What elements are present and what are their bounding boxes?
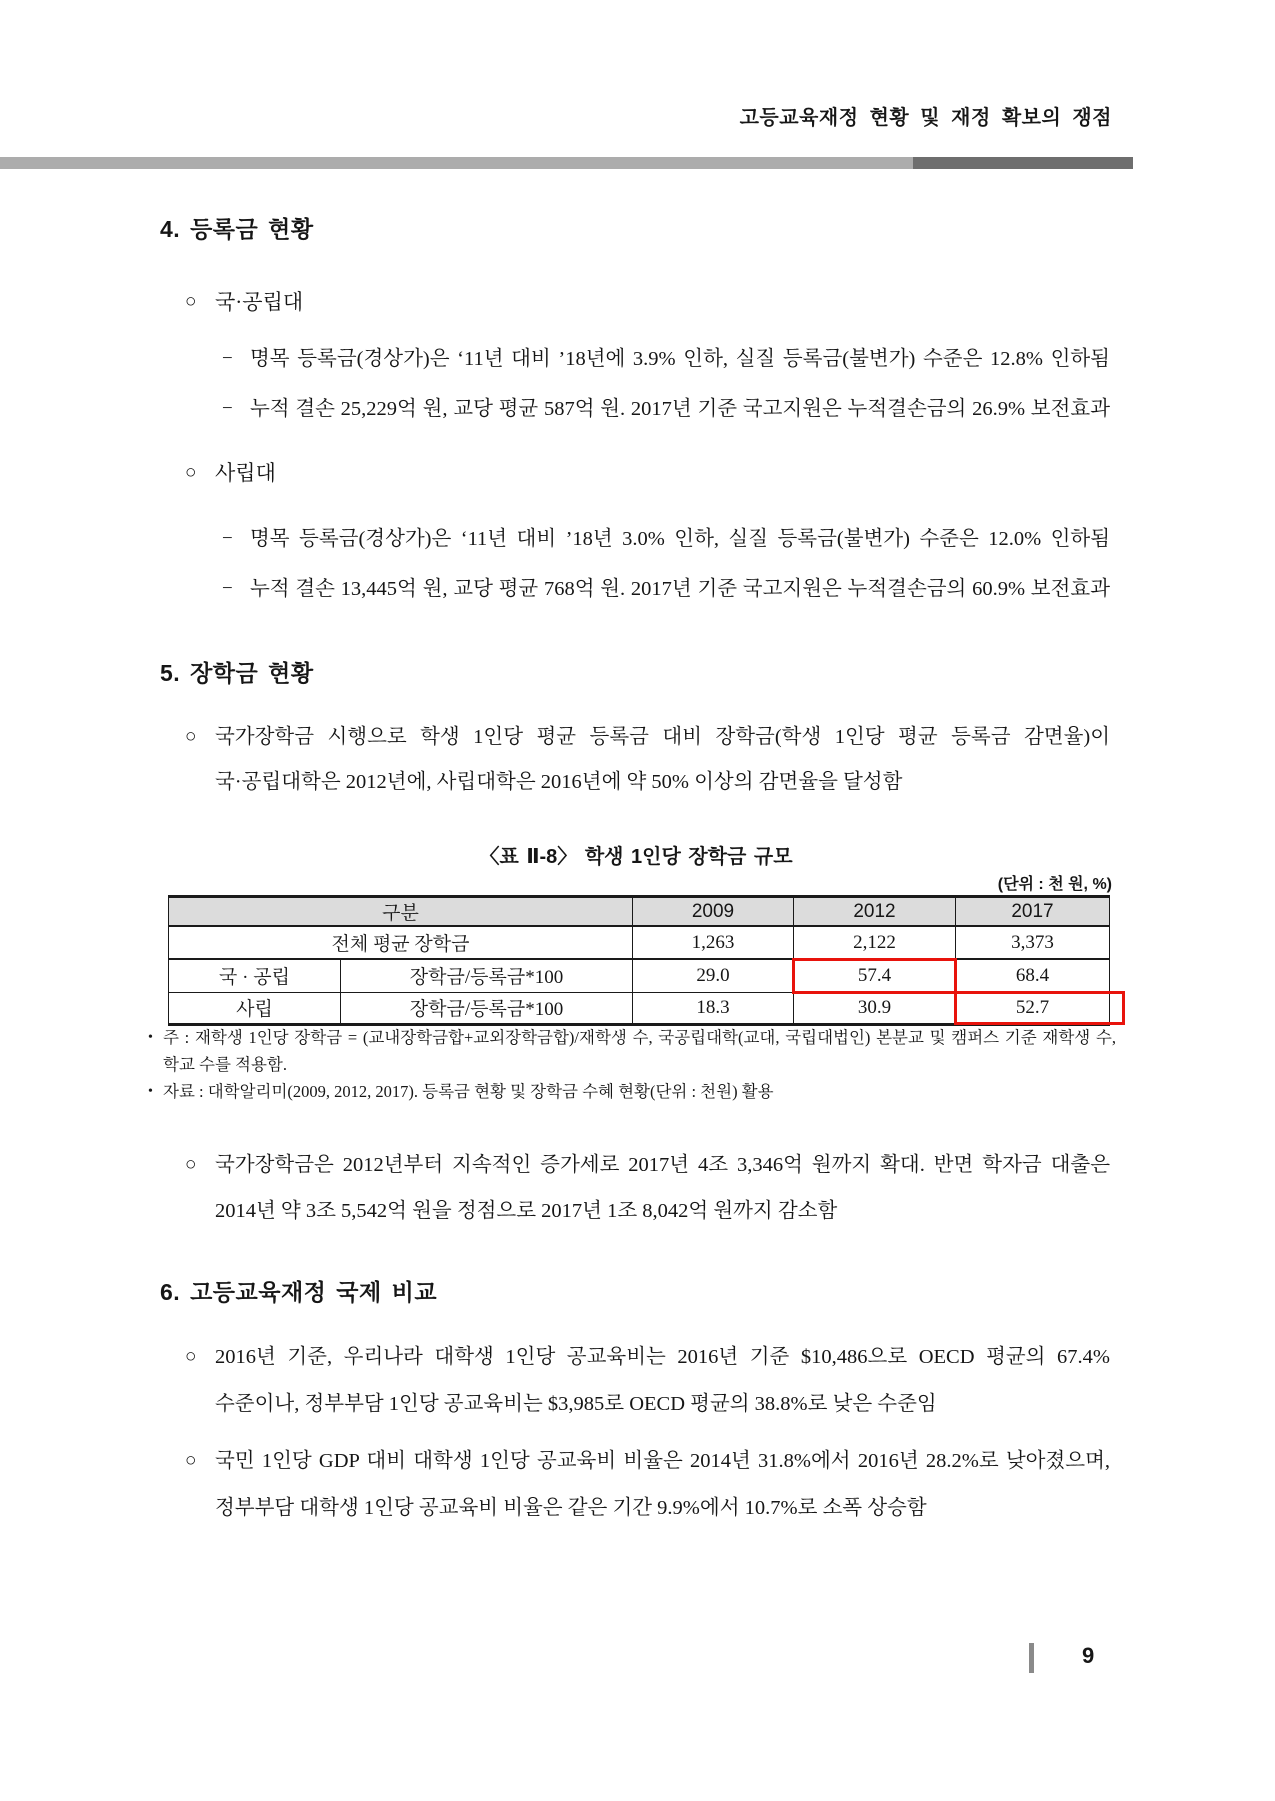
row-national-metric: 장학금/등록금*100 xyxy=(341,959,633,992)
section4-group2-item1-text: 명목 등록금(경상가)은 ‘11년 대비 ’18년 3.0% 인하, 실질 등록금(불변가) 수준은 12.0% 인하됨 xyxy=(250,528,1110,550)
circle-bullet-icon: ○ xyxy=(185,1346,197,1367)
section5-bullet2-line1 xyxy=(185,1151,1110,1179)
col-header-2012: 2012 xyxy=(794,897,956,927)
dot-bullet-icon: • xyxy=(148,1084,153,1099)
section4-group1-item1-text: 명목 등록금(경상가)은 ‘11년 대비 ’18년에 3.9% 인하, 실질 등록금(불변가) 수준은 12.8% 인하됨 xyxy=(250,348,1110,370)
section4-group2-heading xyxy=(185,459,1110,487)
running-head-title: 고등교육재정 현황 및 재정 확보의 쟁점 xyxy=(739,107,1112,129)
section5-bullet1-line1 xyxy=(185,723,1110,751)
col-header-2017: 2017 xyxy=(956,897,1110,927)
section4-group1-item1 xyxy=(222,345,1110,373)
row-private-label: 사립 xyxy=(236,999,273,1020)
dash-bullet-icon: − xyxy=(222,398,233,419)
section4-group1-heading xyxy=(185,288,1110,316)
note-definition xyxy=(148,1024,1116,1078)
row-private-2017 xyxy=(956,992,1110,1024)
section5-bullet1-line2: 국·공립대학은 2012년에, 사립대학은 2016년에 약 50% 이상의 감면율을 달성함 xyxy=(215,771,903,793)
section6-bullet2-line1-text: 국민 1인당 GDP 대비 대학생 1인당 공교육비 비율은 2014년 31.8%에서 2016년 28.2%로 낮아졌으며, xyxy=(215,1450,1110,1472)
note-source xyxy=(148,1078,1116,1105)
circle-bullet-icon: ○ xyxy=(185,291,197,312)
row-national-label: 국 · 공립 xyxy=(169,959,341,992)
section4-group2-item2 xyxy=(222,575,1110,603)
table-caption: 〈표 Ⅱ-8〉 학생 1인당 장학금 규모 xyxy=(479,846,793,868)
section4-group2-label: 사립대 xyxy=(215,461,276,485)
col-header-2009: 2009 xyxy=(633,897,794,927)
circle-bullet-icon: ○ xyxy=(185,1154,197,1175)
row-national-2017: 68.4 xyxy=(956,959,1110,992)
section5-title: 5. 장학금 현황 xyxy=(160,660,314,686)
circle-bullet-icon: ○ xyxy=(185,462,197,483)
row-private-metric: 장학금/등록금*100 xyxy=(341,992,633,1024)
section6-bullet1-line1-text: 2016년 기준, 우리나라 대학생 1인당 공교육비는 2016년 기준 $10,486으로 OECD 평균의 67.4% xyxy=(215,1346,1110,1368)
row-national-2012-value: 57.4 xyxy=(857,964,892,986)
row-total-2009: 1,263 xyxy=(633,926,794,959)
note-source-text: 자료 : 대학알리미(2009, 2012, 2017). 등록금 현황 및 장학금 수혜 현황(단위 : 천원) 활용 xyxy=(163,1082,774,1101)
row-private-2017-value: 52.7 xyxy=(1015,996,1050,1018)
row-total-2012: 2,122 xyxy=(794,926,956,959)
note-definition-text: 주 : 재학생 1인당 장학금 = (교내장학금합+교외장학금합)/재학생 수, 국공립대학(교대, 국립대법인) 본분교 및 캠퍼스 기준 재학생 수, 학교 수를 적용함. xyxy=(163,1028,1116,1074)
row-private-2012: 30.9 xyxy=(794,992,956,1024)
section4-group1-item2-text: 누적 결손 25,229억 원, 교당 평균 587억 원. 2017년 기준 국고지원은 누적결손금의 26.9% 보전효과 xyxy=(250,398,1110,420)
dot-bullet-icon: • xyxy=(148,1030,153,1045)
scholarship-table xyxy=(168,895,1110,1026)
row-national-2012 xyxy=(794,959,956,992)
col-header-group: 구분 xyxy=(169,897,633,927)
section6-bullet1-line2: 수준이나, 정부부담 1인당 공교육비는 $3,985로 OECD 평균의 38.8%로 낮은 수준임 xyxy=(215,1393,937,1415)
section5-bullet2-line2: 2014년 약 3조 5,542억 원을 정점으로 2017년 1조 8,042억 원까지 감소함 xyxy=(215,1200,838,1222)
header-rule-dark-segment xyxy=(913,157,1133,169)
section4-group2-item2-text: 누적 결손 13,445억 원, 교당 평균 768억 원. 2017년 기준 국고지원은 누적결손금의 60.9% 보전효과 xyxy=(250,578,1110,600)
section6-bullet2-line2: 정부부담 대학생 1인당 공교육비 비율은 같은 기간 9.9%에서 10.7%로 소폭 상승함 xyxy=(215,1497,927,1519)
table-notes xyxy=(148,1024,1116,1105)
section5-bullet2-line1-text: 국가장학금은 2012년부터 지속적인 증가세로 2017년 4조 3,346억 원까지 확대. 반면 학자금 대출은 xyxy=(215,1154,1110,1176)
section5-bullet1-line1-text: 국가장학금 시행으로 학생 1인당 평균 등록금 대비 장학금(학생 1인당 평균 등록금 감면율)이 xyxy=(215,726,1110,748)
circle-bullet-icon: ○ xyxy=(185,1450,197,1471)
section6-bullet2-line1 xyxy=(185,1447,1110,1475)
row-total-label: 전체 평균 장학금 xyxy=(169,926,633,959)
dash-bullet-icon: − xyxy=(222,528,233,549)
dash-bullet-icon: − xyxy=(222,348,233,369)
page-number: 9 xyxy=(1082,1643,1095,1668)
section6-title: 6. 고등교육재정 국제 비교 xyxy=(160,1279,438,1305)
row-private-2009: 18.3 xyxy=(633,992,794,1024)
section4-group2-item1 xyxy=(222,525,1110,553)
row-total-2017: 3,373 xyxy=(956,926,1110,959)
section4-group1-label: 국·공립대 xyxy=(215,290,304,314)
table-row-private xyxy=(169,992,1110,1024)
footer-divider-bar xyxy=(1029,1643,1034,1673)
dash-bullet-icon: − xyxy=(222,578,233,599)
table-row-total xyxy=(169,926,1110,959)
table-header-row xyxy=(169,897,1110,927)
table-unit-note: (단위 : 천 원, %) xyxy=(997,876,1112,893)
section4-group1-item2 xyxy=(222,395,1110,423)
section4-title: 4. 등록금 현황 xyxy=(160,216,314,242)
circle-bullet-icon: ○ xyxy=(185,726,197,747)
section6-bullet1-line1 xyxy=(185,1343,1110,1371)
table-row-national xyxy=(169,959,1110,992)
row-national-2009: 29.0 xyxy=(633,959,794,992)
header-rule xyxy=(0,157,1133,169)
